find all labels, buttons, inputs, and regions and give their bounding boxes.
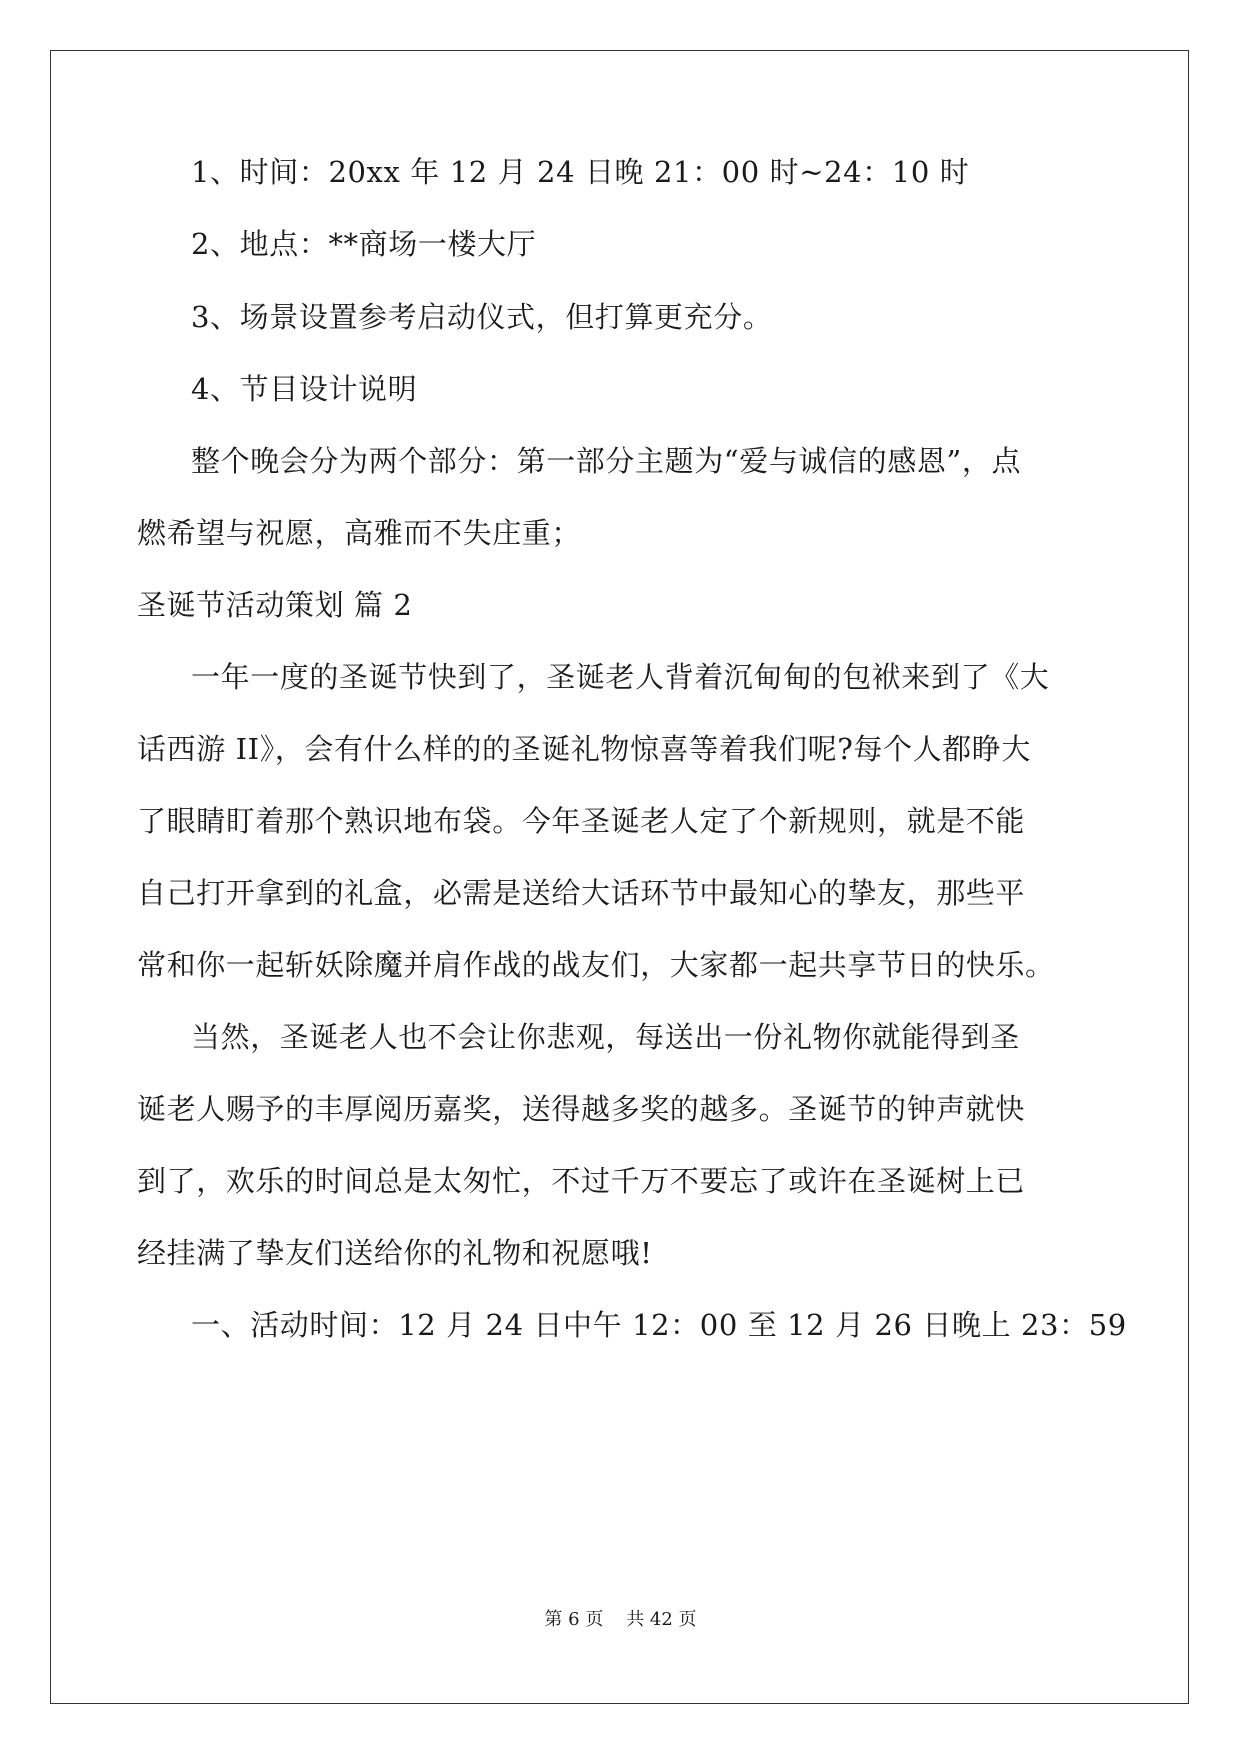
text-line-paragraph-2a: 一年一度的圣诞节快到了，圣诞老人背着沉甸甸的包袱来到了《大 xyxy=(191,660,1050,694)
text-line-paragraph-3a: 当然，圣诞老人也不会让你悲观，每送出一份礼物你就能得到圣 xyxy=(191,1020,1020,1054)
text-line-paragraph-3b: 诞老人赐予的丰厚阅历嘉奖，送得越多奖的越多。圣诞节的钟声就快 xyxy=(137,1092,1026,1126)
text-line-paragraph-2d: 自己打开拿到的礼盒，必需是送给大话环节中最知心的挚友，那些平 xyxy=(137,876,1026,910)
text-line-paragraph-1b: 燃希望与祝愿，高雅而不失庄重； xyxy=(137,516,582,550)
page-number-footer: 第 6 页 共 42 页 xyxy=(544,1609,697,1630)
text-line-paragraph-2c: 了眼睛盯着那个熟识地布袋。今年圣诞老人定了个新规则，就是不能 xyxy=(137,804,1026,838)
text-line-paragraph-1a: 整个晚会分为两个部分：第一部分主题为“爱与诚信的感恩”，点 xyxy=(191,444,1022,478)
text-line-location: 2、地点：**商场一楼大厅 xyxy=(191,227,537,261)
text-line-time: 1、时间：20xx 年 12 月 24 日晚 21：00 时~24：10 时 xyxy=(191,155,970,189)
text-line-program: 4、节目设计说明 xyxy=(191,372,418,406)
text-line-activity-time: 一、活动时间：12 月 24 日中午 12：00 至 12 月 26 日晚上 23：59 xyxy=(191,1308,1127,1342)
section-heading: 圣诞节活动策划 篇 2 xyxy=(137,588,413,622)
text-line-scene: 3、场景设置参考启动仪式，但打算更充分。 xyxy=(191,300,773,334)
text-line-paragraph-2e: 常和你一起斩妖除魔并肩作战的战友们，大家都一起共享节日的快乐。 xyxy=(137,948,1055,982)
text-line-paragraph-3c: 到了，欢乐的时间总是太匆忙，不过千万不要忘了或许在圣诞树上已 xyxy=(137,1164,1026,1198)
text-line-paragraph-2b: 话西游 II》，会有什么样的的圣诞礼物惊喜等着我们呢?每个人都睁大 xyxy=(137,732,1031,766)
text-line-paragraph-3d: 经挂满了挚友们送给你的礼物和祝愿哦! xyxy=(137,1236,653,1270)
